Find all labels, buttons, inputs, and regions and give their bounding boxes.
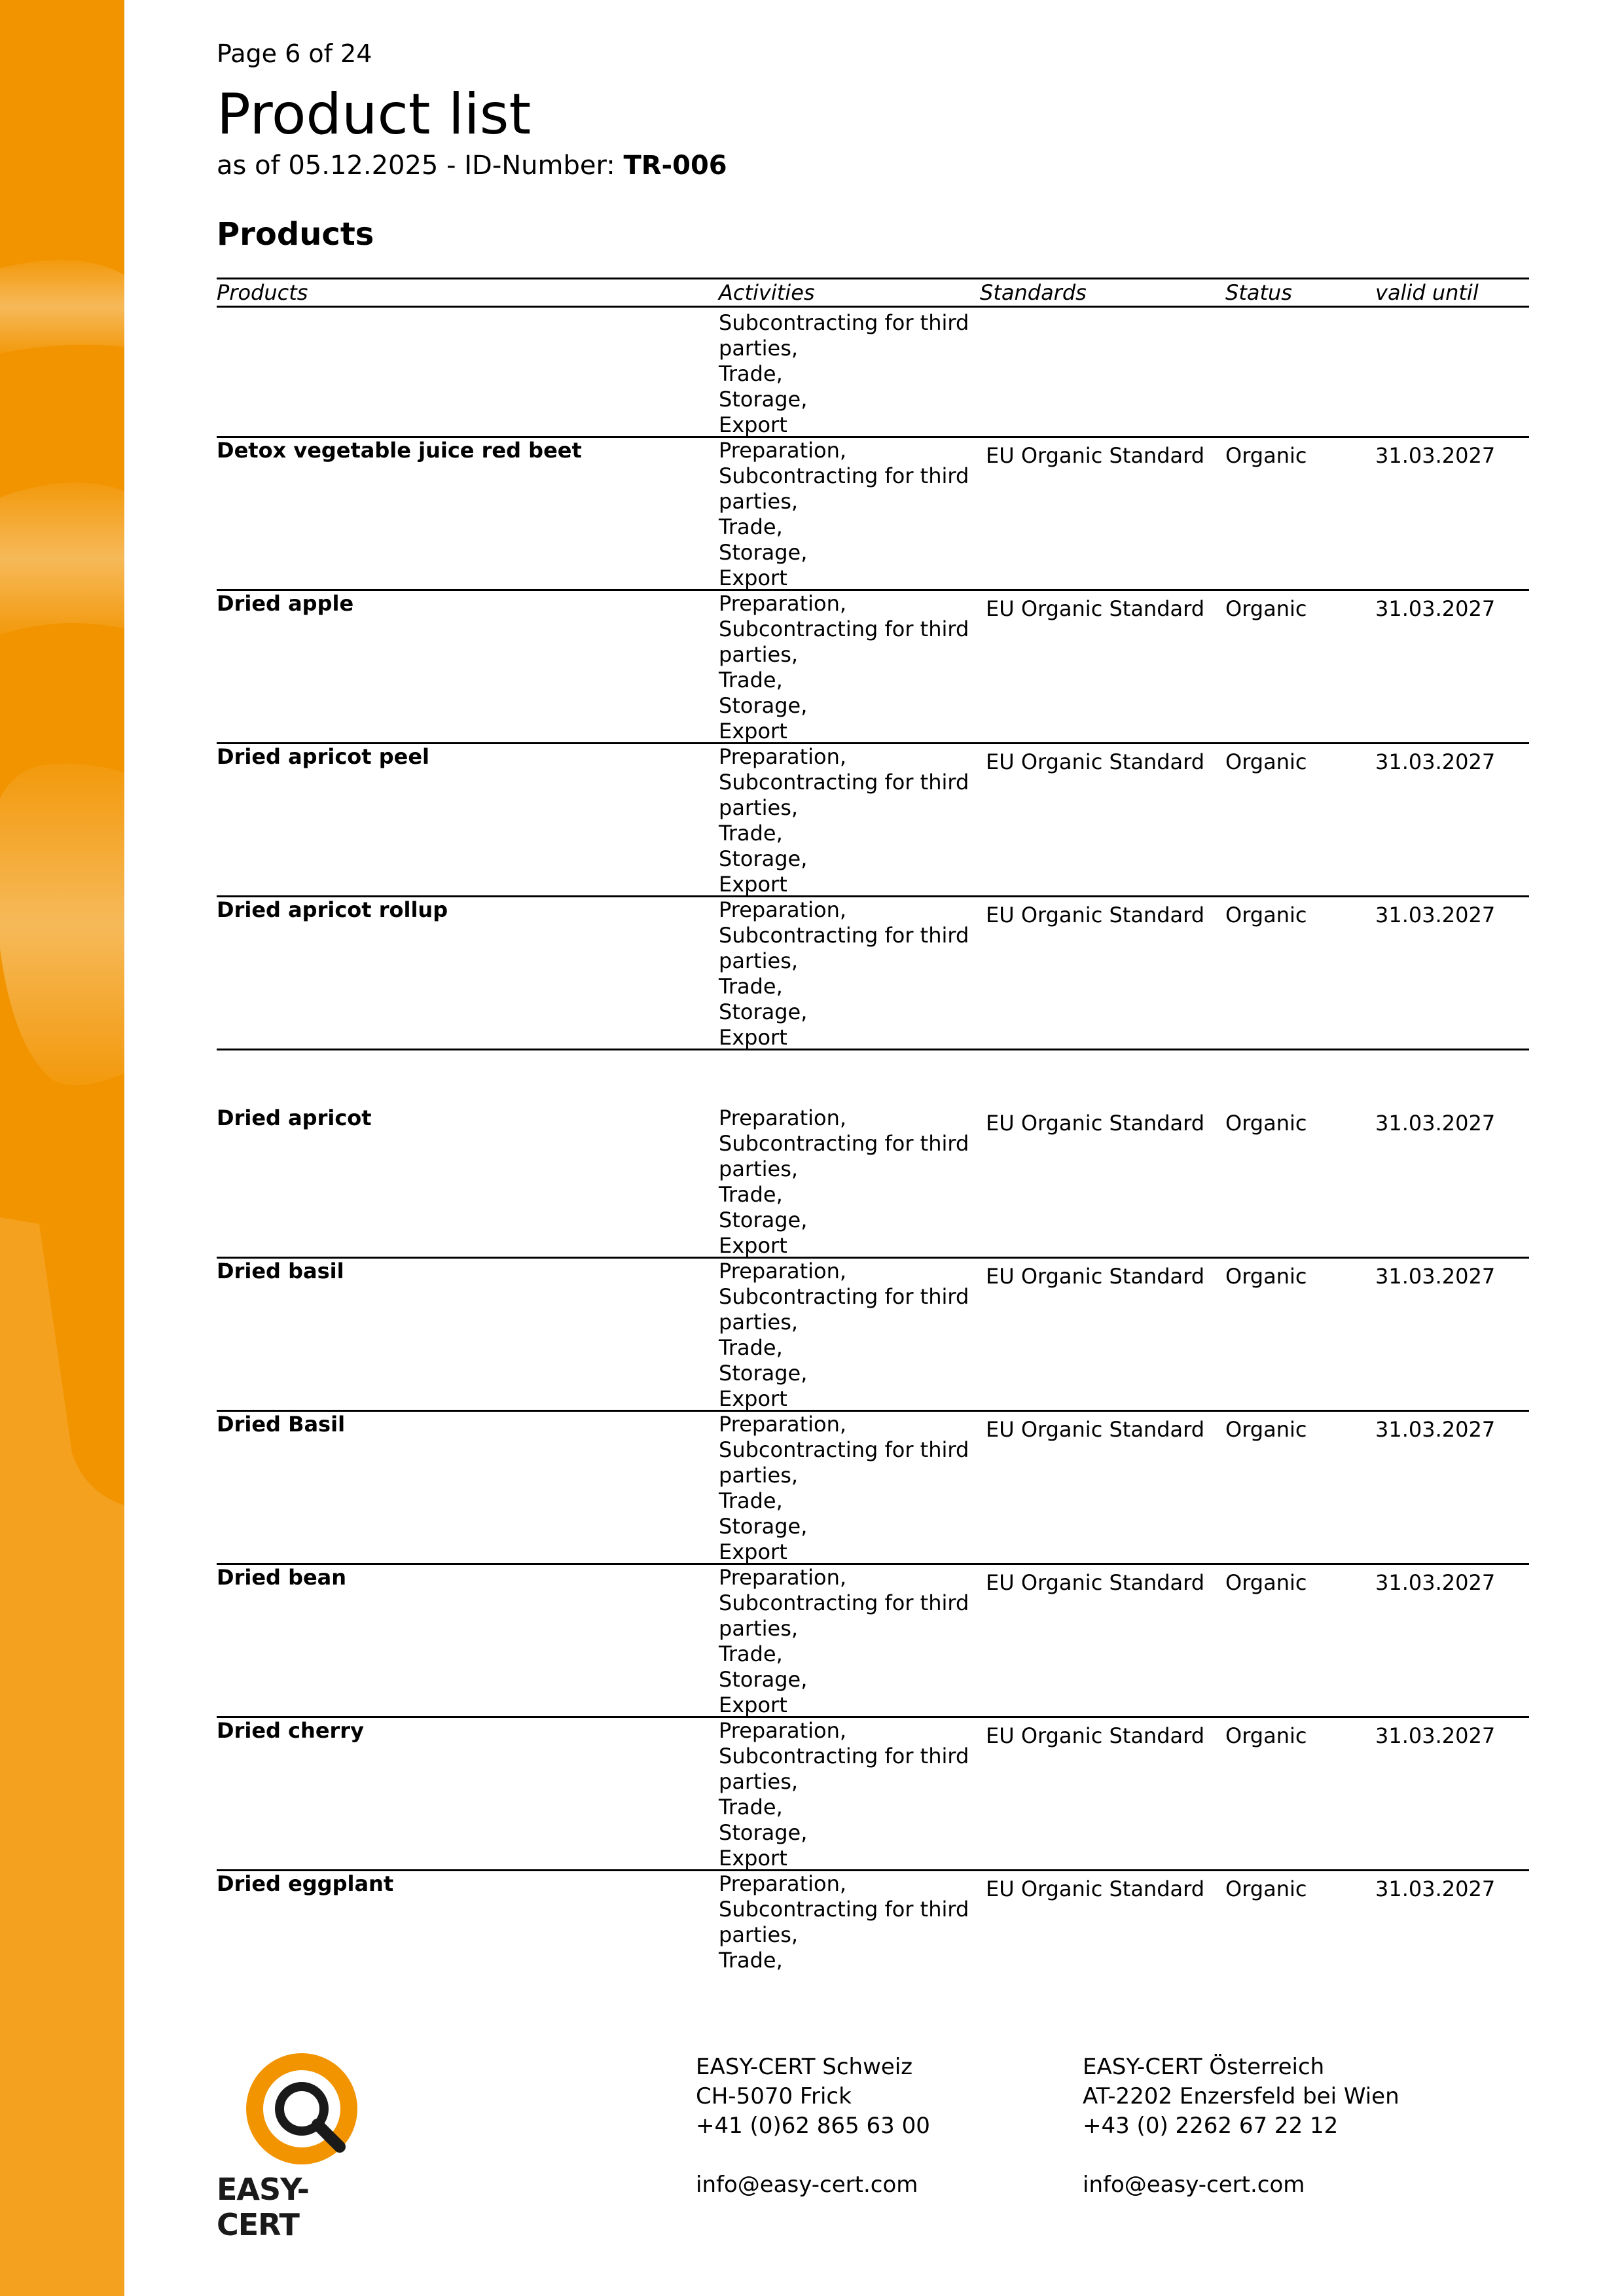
- status-cell: Organic: [1225, 1723, 1307, 1748]
- sidebar-watermark-icon: [0, 0, 124, 2296]
- logo-wordmark: EASY-CERT: [217, 2172, 309, 2242]
- table-row: [217, 1565, 1529, 1718]
- standard-cell: EU Organic Standard: [986, 443, 1205, 468]
- standard-cell: EU Organic Standard: [986, 749, 1205, 774]
- page-number: Page 6 of 24: [217, 39, 372, 68]
- standard-cell: EU Organic Standard: [986, 1417, 1205, 1442]
- table-header: [217, 278, 1529, 308]
- easy-cert-logo: [217, 2049, 387, 2242]
- address-blank: [1083, 2141, 1399, 2170]
- products-table: [217, 278, 1529, 1973]
- standard-cell: EU Organic Standard: [986, 1723, 1205, 1748]
- activities-cell: Preparation, Subcontracting for third parties, Trade, Storage, Export: [719, 438, 969, 590]
- table-row: [217, 438, 1529, 591]
- valid-until-cell: 31.03.2027: [1375, 1111, 1496, 1136]
- valid-until-cell: 31.03.2027: [1375, 749, 1496, 774]
- page-title: Product list: [217, 82, 532, 147]
- status-cell: Organic: [1225, 596, 1307, 621]
- page-content: [217, 0, 1529, 2296]
- table-row: [217, 1718, 1529, 1871]
- status-cell: Organic: [1225, 1876, 1307, 1901]
- table-row: [217, 591, 1529, 744]
- status-cell: Organic: [1225, 749, 1307, 774]
- product-cell: Dried bean: [217, 1565, 347, 1590]
- table-row: [217, 1871, 1529, 1973]
- valid-until-cell: 31.03.2027: [1375, 1876, 1496, 1901]
- table-row: [217, 897, 1529, 1050]
- address-schweiz: [696, 2053, 930, 2200]
- activities-cell: Preparation, Subcontracting for third parties, Trade, Storage, Export: [719, 1718, 969, 1871]
- status-cell: Organic: [1225, 903, 1307, 927]
- table-row-continued: [217, 308, 1529, 438]
- status-cell: Organic: [1225, 1417, 1307, 1442]
- section-heading: Products: [217, 216, 374, 253]
- valid-until-cell: 31.03.2027: [1375, 596, 1496, 621]
- address-line: CH-5070 Frick: [696, 2083, 852, 2109]
- activities-cell: Preparation, Subcontracting for third parties, Trade, Storage, Export: [719, 1412, 969, 1564]
- valid-until-cell: 31.03.2027: [1375, 1264, 1496, 1289]
- table-row: [217, 1259, 1529, 1412]
- product-cell: Dried apricot rollup: [217, 897, 448, 922]
- col-status: Status: [1225, 280, 1292, 305]
- phone-number: +43 (0) 2262 67 22 12: [1083, 2113, 1339, 2139]
- valid-until-cell: 31.03.2027: [1375, 1723, 1496, 1748]
- row-spacer: [217, 1050, 1529, 1105]
- brand-sidebar: [0, 0, 124, 2296]
- product-cell: Dried apple: [217, 591, 354, 616]
- activities-cell: Preparation, Subcontracting for third parties, Trade,: [719, 1871, 969, 1973]
- address-blank: [696, 2141, 930, 2170]
- standard-cell: EU Organic Standard: [986, 1570, 1205, 1595]
- product-cell: Dried basil: [217, 1259, 344, 1283]
- address-line: EASY-CERT Österreich: [1083, 2054, 1325, 2080]
- product-cell: Dried cherry: [217, 1718, 364, 1743]
- col-standards: Standards: [980, 280, 1087, 305]
- status-cell: Organic: [1225, 1264, 1307, 1289]
- address-line: EASY-CERT Schweiz: [696, 2054, 913, 2080]
- phone-number: +41 (0)62 865 63 00: [696, 2113, 930, 2139]
- valid-until-cell: 31.03.2027: [1375, 1417, 1496, 1442]
- id-number: TR-006: [623, 151, 727, 181]
- table-row: [217, 744, 1529, 897]
- email-link[interactable]: info@easy-cert.com: [1083, 2172, 1305, 2198]
- product-cell: Dried eggplant: [217, 1871, 394, 1896]
- email-link[interactable]: info@easy-cert.com: [696, 2172, 918, 2198]
- activities-cell: Preparation, Subcontracting for third parties, Trade, Storage, Export: [719, 897, 969, 1050]
- standard-cell: EU Organic Standard: [986, 1111, 1205, 1136]
- product-cell: Dried apricot: [217, 1105, 372, 1130]
- activities-cell: Preparation, Subcontracting for third parties, Trade, Storage, Export: [719, 1565, 969, 1717]
- valid-until-cell: 31.03.2027: [1375, 443, 1496, 468]
- address-line: AT-2202 Enzersfeld bei Wien: [1083, 2083, 1399, 2109]
- table-row: [217, 1412, 1529, 1565]
- activities-cell: Preparation, Subcontracting for third parties, Trade, Storage, Export: [719, 591, 969, 744]
- standard-cell: EU Organic Standard: [986, 596, 1205, 621]
- activities-cell: Preparation, Subcontracting for third parties, Trade, Storage, Export: [719, 744, 969, 897]
- magnifier-logo-icon: [236, 2049, 367, 2166]
- valid-until-cell: 31.03.2027: [1375, 903, 1496, 927]
- product-cell: Detox vegetable juice red beet: [217, 438, 582, 463]
- activities-cell: Preparation, Subcontracting for third parties, Trade, Storage, Export: [719, 1105, 969, 1258]
- status-cell: Organic: [1225, 443, 1307, 468]
- valid-until-cell: 31.03.2027: [1375, 1570, 1496, 1595]
- product-cell: Dried Basil: [217, 1412, 346, 1437]
- standard-cell: EU Organic Standard: [986, 1876, 1205, 1901]
- page-subtitle: [217, 151, 727, 181]
- col-valid-until: valid until: [1375, 280, 1479, 305]
- standard-cell: EU Organic Standard: [986, 903, 1205, 927]
- col-products: Products: [217, 280, 308, 305]
- standard-cell: EU Organic Standard: [986, 1264, 1205, 1289]
- table-row: [217, 1105, 1529, 1259]
- activities-cell: Preparation, Subcontracting for third parties, Trade, Storage, Export: [719, 1259, 969, 1411]
- address-oesterreich: [1083, 2053, 1399, 2200]
- status-cell: Organic: [1225, 1570, 1307, 1595]
- status-cell: Organic: [1225, 1111, 1307, 1136]
- product-cell: Dried apricot peel: [217, 744, 429, 769]
- activities-cell: Subcontracting for third parties, Trade, Storage, Export: [719, 310, 969, 437]
- page-footer: [217, 2049, 1529, 2242]
- subtitle-prefix: as of 05.12.2025 - ID-Number:: [217, 151, 624, 181]
- col-activities: Activities: [719, 280, 815, 305]
